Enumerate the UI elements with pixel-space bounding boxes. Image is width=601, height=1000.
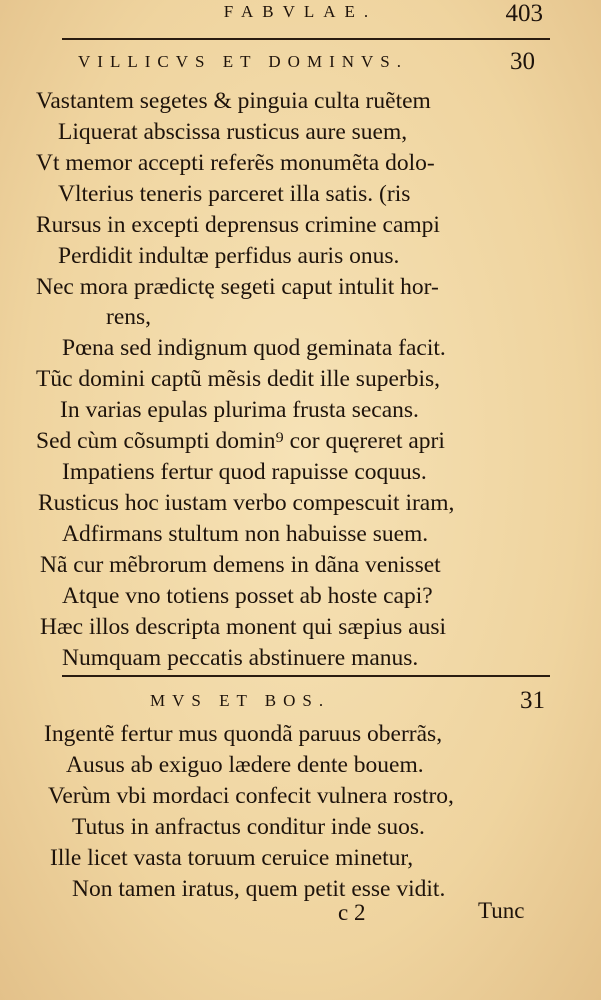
- verse-line: rens,: [106, 304, 152, 330]
- verse-line: Ingentẽ fertur mus quondã paruus oberrãs,: [44, 721, 443, 747]
- verse-line: In varias epulas plurima frusta secans.: [60, 397, 419, 423]
- verse-line: Liquerat abscissa rusticus aure suem,: [58, 119, 408, 145]
- verse-line: Nec mora prædictę segeti caput intulit hor-: [36, 274, 439, 300]
- verse-line: Hæc illos descripta monent qui sæpius ausi: [40, 614, 446, 640]
- fable-31-number: 31: [520, 687, 545, 714]
- fable-31-heading: [0, 687, 601, 721]
- fable-30-heading: [0, 48, 601, 82]
- verse-line: Non tamen iratus, quem petit esse vidit.: [72, 876, 446, 902]
- fable-30-title: VILLICVS ET DOMINVS.: [78, 52, 408, 71]
- page-number: 403: [505, 0, 543, 27]
- verse-line: Ausus ab exiguo lædere dente bouem.: [66, 752, 424, 778]
- verse-line: Tutus in anfractus conditur inde suos.: [72, 814, 425, 840]
- verse-line: Vt memor accepti referẽs monumẽta dolo-: [36, 150, 435, 176]
- verse-line: Impatiens fertur quod rapuisse coquus.: [62, 459, 427, 485]
- verse-line: Pœna sed indignum quod geminata facit.: [62, 335, 446, 361]
- verse-line: Rursus in excepti deprensus crimine campi: [36, 212, 440, 238]
- verse-line: Vlterius teneris parceret illa satis. (ris: [58, 181, 411, 207]
- fable-30-number: 30: [510, 48, 535, 75]
- verse-line: Rusticus hoc iustam verbo compescuit iram,: [38, 490, 455, 516]
- verse-line: Tũc domini captũ mẽsis dedit ille superbis,: [36, 366, 440, 392]
- verse-line: Verùm vbi mordaci confecit vulnera rostro,: [48, 783, 454, 809]
- verse-line: Sed cùm cõsumpti domin⁹ cor quęreret apri: [36, 428, 445, 454]
- verse-line: Nã cur mẽbrorum demens in dãna venisset: [40, 552, 441, 578]
- catchword: Tunc: [478, 898, 525, 923]
- header-rule: [62, 38, 550, 40]
- section-rule: [62, 675, 550, 677]
- verse-line: Numquam peccatis abstinuere manus.: [62, 645, 419, 671]
- verse-line: Adfirmans stultum non habuisse suem.: [62, 521, 429, 547]
- verse-line: Ille licet vasta toruum ceruice minetur,: [50, 845, 414, 871]
- verse-line: Atque vno totiens posset ab hoste capi?: [62, 583, 433, 609]
- verse-line: Perdidit indultæ perfidus auris onus.: [58, 243, 400, 269]
- running-title: FABVLAE.: [223, 2, 378, 21]
- signature-mark: c 2: [338, 900, 366, 925]
- verse-line: Vastantem segetes & pinguia culta ruẽtem: [36, 88, 431, 114]
- fable-31-title: MVS ET BOS.: [150, 691, 331, 710]
